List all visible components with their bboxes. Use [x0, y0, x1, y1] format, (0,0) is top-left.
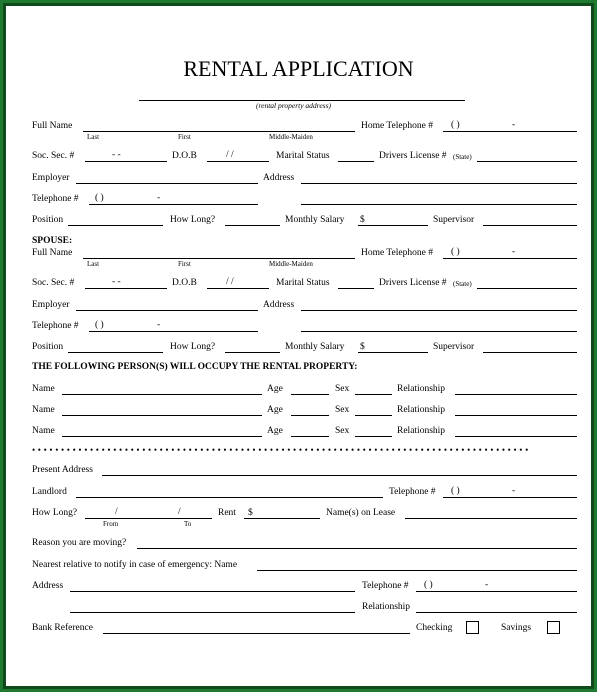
property-address-caption: (rental property address) — [256, 101, 331, 110]
dob-label: D.O.B — [172, 151, 197, 161]
employer-label: Employer — [32, 173, 70, 183]
home-telephone-area-code: ( ) — [451, 120, 460, 130]
spouse-employer-telephone-area-code: ( ) — [95, 320, 104, 330]
spouse-last-caption: Last — [87, 260, 100, 268]
rent-field[interactable] — [244, 518, 320, 519]
occupant-1-age-field[interactable] — [291, 394, 329, 395]
occupant-2-relationship-field[interactable] — [455, 415, 577, 416]
monthly-salary-label: Monthly Salary — [285, 215, 345, 225]
occupant-2-age-label: Age — [267, 405, 283, 415]
occupant-2-sex-field[interactable] — [355, 415, 392, 416]
spouse-supervisor-label: Supervisor — [433, 342, 475, 352]
present-address-label: Present Address — [32, 465, 93, 475]
occupant-1-relationship-field[interactable] — [455, 394, 577, 395]
spouse-position-label: Position — [32, 342, 64, 352]
occupant-2-name-label: Name — [32, 405, 55, 415]
form-title: RENTAL APPLICATION — [183, 56, 414, 81]
spouse-monthly-salary-field[interactable] — [358, 352, 428, 353]
spouse-first-caption: First — [178, 260, 191, 268]
full-name-label: Full Name — [32, 121, 73, 131]
spouse-employer-telephone-dash: - — [157, 320, 161, 330]
names-on-lease-field[interactable] — [405, 518, 577, 519]
occupant-2-sex-label: Sex — [335, 405, 350, 415]
occupant-1-sex-field[interactable] — [355, 394, 392, 395]
spouse-full-name-label: Full Name — [32, 248, 73, 258]
occupant-2-name-field[interactable] — [62, 415, 262, 416]
residence-how-long-field[interactable] — [85, 518, 212, 519]
occupant-3-relationship-label: Relationship — [397, 426, 446, 436]
spouse-middle-maiden-caption: Middle-Maiden — [269, 260, 313, 268]
home-telephone-label: Home Telephone # — [361, 121, 433, 131]
relative-address-field[interactable] — [70, 591, 355, 592]
employer-field[interactable] — [76, 183, 258, 184]
position-field[interactable] — [68, 225, 163, 226]
full-name-field[interactable] — [83, 131, 355, 132]
occupant-3-sex-field[interactable] — [355, 436, 392, 437]
last-caption: Last — [87, 133, 100, 141]
residence-how-long-label: How Long? — [32, 508, 78, 518]
spouse-employer-address-label: Address — [263, 300, 295, 310]
home-telephone-dash: - — [512, 120, 516, 130]
spouse-employer-address-line-2[interactable] — [301, 331, 577, 332]
dob-field[interactable] — [207, 161, 269, 162]
spouse-position-field[interactable] — [68, 352, 163, 353]
occupant-3-relationship-field[interactable] — [455, 436, 577, 437]
drivers-license-field[interactable] — [477, 161, 577, 162]
relative-relationship-field[interactable] — [416, 612, 577, 613]
middle-maiden-caption: Middle-Maiden — [269, 133, 313, 141]
spouse-ssn-format: - - — [112, 277, 121, 287]
landlord-label: Landlord — [32, 487, 67, 497]
ssn-field[interactable] — [85, 161, 167, 162]
employer-address-field[interactable] — [301, 183, 577, 184]
from-caption: From — [103, 520, 119, 528]
marital-status-label: Marital Status — [276, 151, 330, 161]
spouse-how-long-field[interactable] — [225, 352, 280, 353]
from-date-slash: / — [115, 507, 118, 517]
relative-relationship-label: Relationship — [362, 602, 411, 612]
spouse-drivers-license-label: Drivers License # — [379, 278, 447, 288]
savings-checkbox[interactable] — [547, 621, 560, 634]
rent-label: Rent — [218, 508, 236, 518]
spouse-full-name-field[interactable] — [83, 258, 355, 259]
spouse-supervisor-field[interactable] — [483, 352, 577, 353]
landlord-telephone-label: Telephone # — [389, 487, 436, 497]
landlord-telephone-area-code: ( ) — [451, 486, 460, 496]
home-telephone-field[interactable] — [443, 131, 577, 132]
reason-moving-field[interactable] — [137, 548, 577, 549]
spouse-salary-dollar-sign: $ — [360, 342, 365, 352]
relative-telephone-field[interactable] — [416, 591, 577, 592]
spouse-dob-format: / / — [226, 277, 234, 287]
reason-moving-label: Reason you are moving? — [32, 538, 127, 548]
savings-label: Savings — [501, 623, 532, 633]
occupant-3-age-field[interactable] — [291, 436, 329, 437]
employer-telephone-area-code: ( ) — [95, 193, 104, 203]
relative-address-line-2[interactable] — [70, 612, 355, 613]
occupants-heading: THE FOLLOWING PERSON(S) WILL OCCUPY THE RENTAL PROPERTY: — [32, 362, 358, 372]
spouse-marital-status-field[interactable] — [338, 288, 374, 289]
position-label: Position — [32, 215, 64, 225]
spouse-home-telephone-label: Home Telephone # — [361, 248, 433, 258]
rent-dollar-sign: $ — [248, 508, 253, 518]
present-address-field[interactable] — [102, 475, 577, 476]
dotted-separator: • • • • • • • • • • • • • • • • • • • • • • • • • • • • • • • • • • • • • • • • • • • • • • • • • • • • • • • • • • • • • • • • • • • • • • • • • • • • • • • • • • • • • • — [32, 446, 529, 455]
occupant-2-relationship-label: Relationship — [397, 405, 446, 415]
checking-checkbox[interactable] — [466, 621, 479, 634]
occupant-3-name-field[interactable] — [62, 436, 262, 437]
how-long-label: How Long? — [170, 215, 216, 225]
spouse-monthly-salary-label: Monthly Salary — [285, 342, 345, 352]
occupant-3-age-label: Age — [267, 426, 283, 436]
spouse-drivers-license-field[interactable] — [477, 288, 577, 289]
spouse-employer-telephone-label: Telephone # — [32, 321, 79, 331]
landlord-telephone-field[interactable] — [443, 497, 577, 498]
nearest-relative-label: Nearest relative to notify in case of emergency: Name — [32, 560, 238, 570]
spouse-heading: SPOUSE: — [32, 236, 73, 246]
employer-telephone-label: Telephone # — [32, 194, 79, 204]
ssn-label: Soc. Sec. # — [32, 151, 75, 161]
nearest-relative-name-field[interactable] — [257, 570, 577, 571]
occupant-1-sex-label: Sex — [335, 384, 350, 394]
bank-reference-field[interactable] — [103, 633, 410, 634]
spouse-dob-label: D.O.B — [172, 278, 197, 288]
landlord-field[interactable] — [76, 497, 383, 498]
employer-address-line-2[interactable] — [301, 204, 577, 205]
spouse-home-telephone-area-code: ( ) — [451, 247, 460, 257]
spouse-employer-telephone-field[interactable] — [89, 331, 258, 332]
relative-address-label: Address — [32, 581, 64, 591]
spouse-employer-field[interactable] — [76, 310, 258, 311]
bank-reference-label: Bank Reference — [32, 623, 93, 633]
dob-format: / / — [226, 150, 234, 160]
spouse-employer-label: Employer — [32, 300, 70, 310]
spouse-home-telephone-field[interactable] — [443, 258, 577, 259]
occupant-1-name-field[interactable] — [62, 394, 262, 395]
ssn-format: - - — [112, 150, 121, 160]
employer-address-label: Address — [263, 173, 295, 183]
marital-status-field[interactable] — [338, 161, 374, 162]
spouse-marital-status-label: Marital Status — [276, 278, 330, 288]
employer-telephone-dash: - — [157, 193, 161, 203]
how-long-field[interactable] — [225, 225, 280, 226]
monthly-salary-field[interactable] — [358, 225, 428, 226]
to-date-slash: / — [178, 507, 181, 517]
spouse-home-telephone-dash: - — [512, 247, 516, 257]
spouse-employer-address-field[interactable] — [301, 310, 577, 311]
spouse-state-caption: (State) — [453, 280, 472, 288]
occupant-3-name-label: Name — [32, 426, 55, 436]
state-caption: (State) — [453, 153, 472, 161]
relative-telephone-label: Telephone # — [362, 581, 409, 591]
relative-telephone-dash: - — [485, 580, 489, 590]
occupant-1-relationship-label: Relationship — [397, 384, 446, 394]
occupant-3-sex-label: Sex — [335, 426, 350, 436]
occupant-2-age-field[interactable] — [291, 415, 329, 416]
employer-telephone-field[interactable] — [89, 204, 258, 205]
rental-application-page — [6, 6, 591, 686]
checking-label: Checking — [416, 623, 453, 633]
to-caption: To — [184, 520, 192, 528]
spouse-how-long-label: How Long? — [170, 342, 216, 352]
drivers-license-label: Drivers License # — [379, 151, 447, 161]
occupant-1-age-label: Age — [267, 384, 283, 394]
supervisor-label: Supervisor — [433, 215, 475, 225]
occupant-1-name-label: Name — [32, 384, 55, 394]
landlord-telephone-dash: - — [512, 486, 516, 496]
spouse-ssn-label: Soc. Sec. # — [32, 278, 75, 288]
salary-dollar-sign: $ — [360, 215, 365, 225]
first-caption: First — [178, 133, 191, 141]
spouse-ssn-field[interactable] — [85, 288, 167, 289]
relative-telephone-area-code: ( ) — [424, 580, 433, 590]
names-on-lease-label: Name(s) on Lease — [326, 508, 396, 518]
supervisor-field[interactable] — [483, 225, 577, 226]
spouse-dob-field[interactable] — [207, 288, 269, 289]
